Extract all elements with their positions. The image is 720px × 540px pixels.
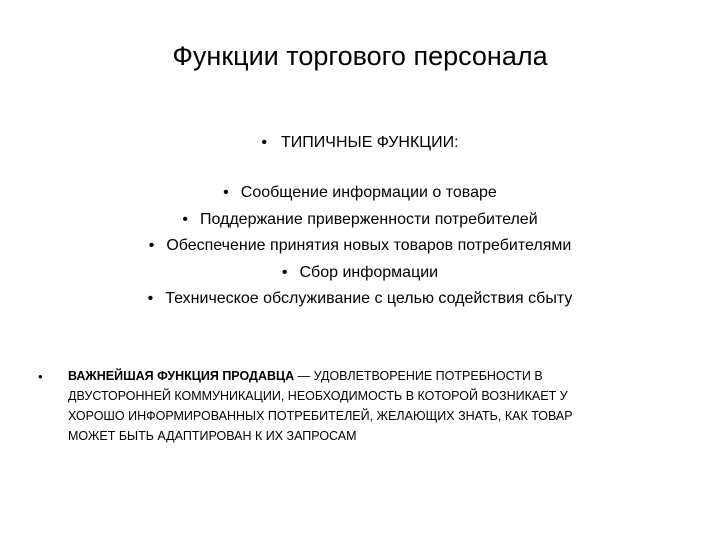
list-item-text: Поддержание приверженности потребителей: [199, 210, 538, 228]
list-item: [0, 233, 720, 260]
list-item: [0, 286, 720, 313]
paragraph-line: ДВУСТОРОННЕЙ КОММУНИКАЦИИ, НЕОБХОДИМОСТЬ В КОТОРОЙ ВОЗНИКАЕТ У: [68, 389, 568, 403]
list-item-text: Сбор информации: [299, 263, 439, 281]
list-item: [0, 180, 720, 207]
main-function-bullet: •: [38, 369, 43, 384]
main-function-heading: ВАЖНЕЙШАЯ ФУНКЦИЯ ПРОДАВЦА: [68, 369, 295, 383]
subheading: [0, 132, 720, 154]
bullet: •: [148, 237, 155, 254]
paragraph-text: — УДОВЛЕТВОРЕНИЕ ПОТРЕБНОСТИ В: [294, 369, 543, 383]
list-item: [0, 207, 720, 234]
list-item-text: Обеспечение принятия новых товаров потребителями: [166, 237, 572, 254]
paragraph-line: [68, 366, 658, 386]
main-function-paragraph: [68, 366, 658, 446]
bullet: •: [147, 290, 154, 307]
slide-title: Функции торгового персонала: [172, 41, 548, 71]
bullet: •: [261, 134, 268, 151]
paragraph-line: МОЖЕТ БЫТЬ АДАПТИРОВАН К ИХ ЗАПРОСАМ: [68, 429, 357, 443]
bullet: •: [223, 184, 229, 201]
subheading-text: ТИПИЧНЫЕ ФУНКЦИИ:: [281, 134, 459, 151]
list-item-text: Техническое обслуживание с целью содействия сбыту: [165, 290, 573, 307]
list-item: [0, 260, 720, 287]
list-item-text: Сообщение информации о товаре: [240, 184, 497, 201]
bullet: •: [182, 210, 188, 228]
bullet: •: [281, 263, 288, 281]
typical-functions-list: [0, 180, 720, 313]
paragraph-line: ХОРОШО ИНФОРМИРОВАННЫХ ПОТРЕБИТЕЛЕЙ, ЖЕЛАЮЩИХ ЗНАТЬ, КАК ТОВАР: [68, 409, 573, 423]
